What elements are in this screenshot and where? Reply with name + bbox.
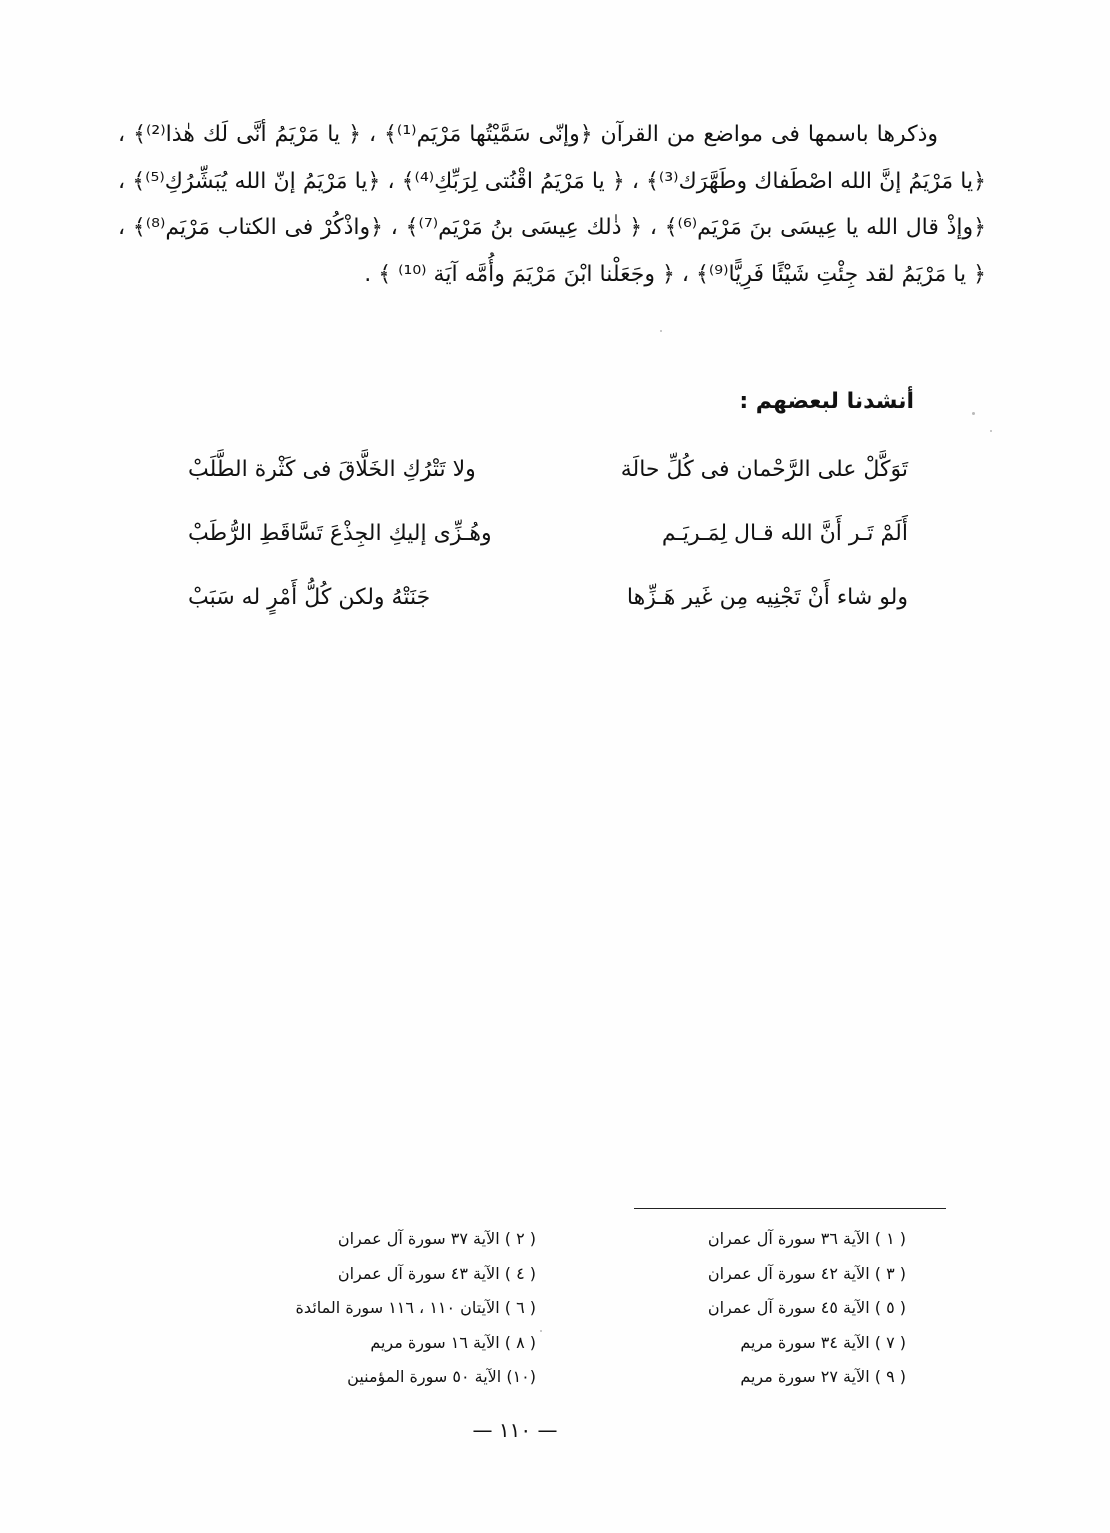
footnote: (١٠) الآية ٥٠ سورة المؤمنين bbox=[347, 1367, 536, 1386]
footnote-divider bbox=[634, 1208, 946, 1209]
verse-second-hemistich: وهُـزِّى إليكِ الجِذْعَ تَسَّاقَطِ الرُّطَبْ bbox=[188, 521, 492, 546]
scan-speck bbox=[972, 412, 975, 415]
verse bbox=[188, 438, 908, 502]
poem bbox=[188, 438, 908, 630]
footnote: ( ٧ ) الآية ٣٤ سورة مريم bbox=[740, 1332, 906, 1352]
footnote: ( ٥ ) الآية ٤٥ سورة آل عمران bbox=[707, 1298, 906, 1317]
verse bbox=[188, 502, 908, 566]
footnote: ( ٨ ) الآية ١٦ سورة مريم bbox=[370, 1332, 536, 1352]
footnotes bbox=[186, 1222, 906, 1395]
scan-speck bbox=[990, 430, 992, 432]
verse-first-hemistich: تَوَكَّلْ على الرَّحْمان فى كُلِّ حالَة bbox=[620, 457, 908, 482]
verse-first-hemistich: أَلَمْ تَـر أَنَّ الله قـال لِمَـريَـم bbox=[661, 521, 908, 546]
verse-first-hemistich: ولو شاء أَنْ تَجْنِيه مِن غَير هَـزِّها bbox=[626, 585, 908, 610]
footnote: ( ١ ) الآية ٣٦ سورة آل عمران bbox=[707, 1229, 906, 1248]
footnote: ( ٦ ) الآيتان ١١٠ ، ١١٦ سورة المائدة bbox=[295, 1298, 536, 1317]
scan-speck bbox=[540, 1330, 542, 1332]
body-paragraph: وذكرها باسمها فى مواضع من القرآن ﴿وإنّى سَمَّيْتُها مَرْيَم⁽¹⁾﴾ ، ﴿ يا مَرْيَمُ أنَّى لَك هٰذا⁽²⁾﴾ ، ﴿يا مَرْيَمُ إنَّ الله اصْطَفاك وطَهَّرَك⁽³⁾﴾ ، ﴿ يا مَرْيَمُ اقْنُتى لِرَبِّكِ⁽⁴⁾﴾ ، ﴿يا مَرْيَمُ إنّ الله يُبَشِّرُكِ⁽⁵⁾﴾ ، ﴿وإذْ قال الله يا عِيسَى بنَ مَرْيَم⁽⁶⁾﴾ ، ﴿ ذٰلك عِيسَى بنُ مَرْيَم⁽⁷⁾﴾ ، ﴿واذْكُرْ فى الكتاب مَرْيَم⁽⁸⁾﴾ ، ﴿ يا مَرْيَمُ لقد جِئْتِ شَيْئًا فَرِيًّا⁽⁹⁾﴾ ، ﴿ وجَعَلْنا ابْنَ مَرْيَمَ وأُمَّه آيَة ⁽¹⁰⁾ ﴾ . bbox=[118, 122, 987, 287]
scan-speck bbox=[660, 330, 662, 332]
verse-second-hemistich: جَنَتْهُ ولكن كُلُّ أَمْرٍ له سَبَبْ bbox=[188, 585, 431, 610]
footnote: ( ٣ ) الآية ٤٢ سورة آل عمران bbox=[707, 1263, 906, 1283]
poem-introduction: أنشدنا لبعضهم : bbox=[739, 389, 914, 414]
verse bbox=[188, 566, 908, 630]
body-text bbox=[118, 112, 986, 298]
footnote: ( ٢ ) الآية ٣٧ سورة آل عمران bbox=[337, 1229, 536, 1248]
page-number: — ١١٠ — bbox=[472, 1418, 558, 1442]
verse-second-hemistich: ولا تَتْرُكِ الخَلَّاقَ فى كَثْرة الطَّلَبْ bbox=[188, 457, 476, 482]
footnote: ( ٤ ) الآية ٤٣ سورة آل عمران bbox=[337, 1263, 536, 1283]
footnote: ( ٩ ) الآية ٢٧ سورة مريم bbox=[740, 1367, 906, 1386]
